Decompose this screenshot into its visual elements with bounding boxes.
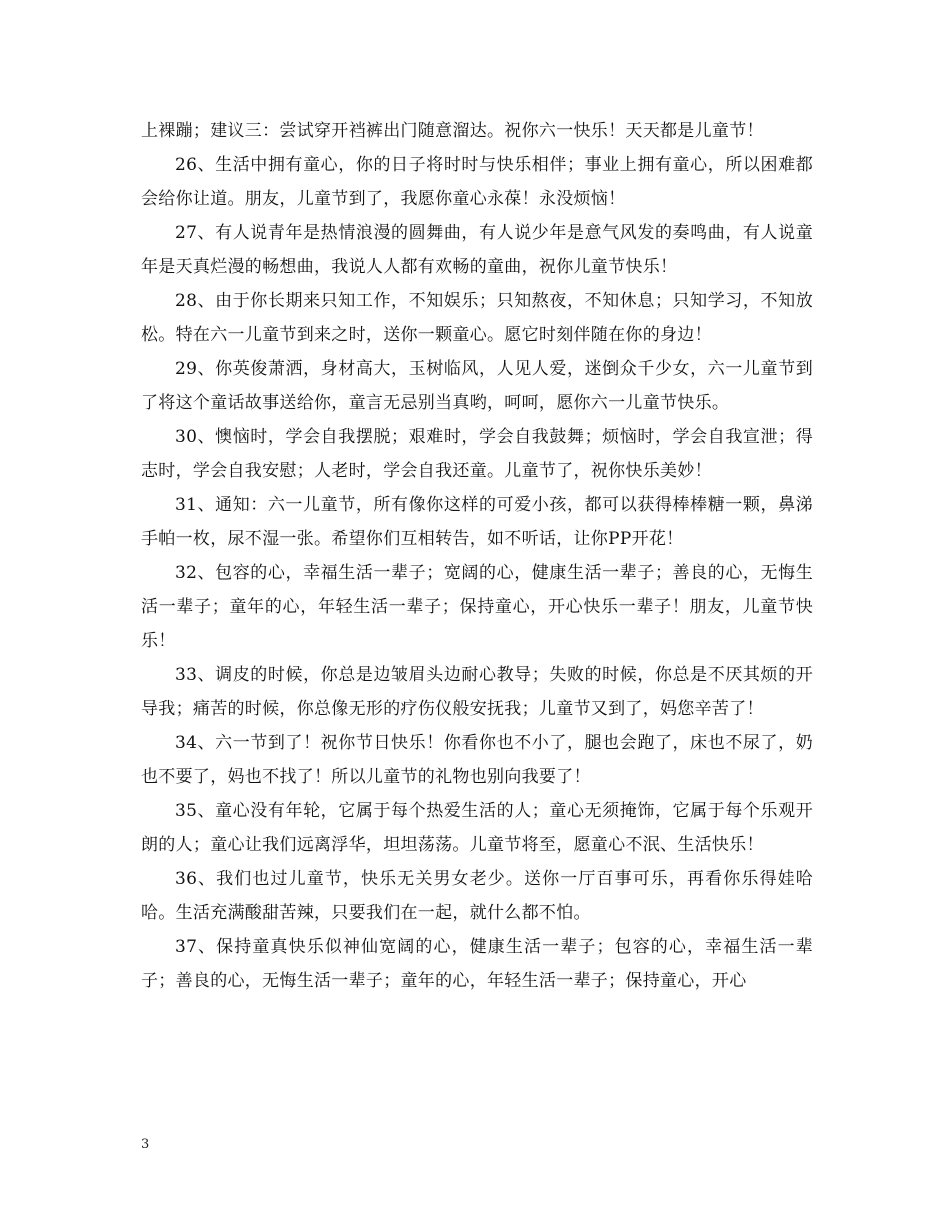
paragraph-34: 34、六一节到了！祝你节日快乐！你看你也不小了，腿也会跑了，床也不尿了，奶也不要了，妈也不找了！所以儿童节的礼物也别向我要了！ <box>141 733 813 787</box>
paragraph-30: 30、懊恼时，学会自我摆脱；艰难时，学会自我鼓舞；烦恼时，学会自我宣泄；得志时，学会自我安慰；人老时，学会自我还童。儿童节了，祝你快乐美妙！ <box>141 427 813 481</box>
paragraph-35: 35、童心没有年轮，它属于每个热爱生活的人；童心无须掩饰，它属于每个乐观开朗的人；童心让我们远离浮华，坦坦荡荡。儿童节将至，愿童心不泯、生活快乐！ <box>141 801 813 855</box>
paragraph-33: 33、调皮的时候，你总是边皱眉头边耐心教导；失败的时候，你总是不厌其烦的开导我；痛苦的时候，你总像无形的疗伤仪般安抚我；儿童节又到了，妈您辛苦了！ <box>141 665 813 719</box>
paragraph-31: 31、通知：六一儿童节，所有像你这样的可爱小孩，都可以获得棒棒糖一颗，鼻涕手帕一枚，尿不湿一张。希望你们互相转告，如不听话，让你PP开花！ <box>141 495 813 549</box>
paragraph-continuation: 上裸蹦；建议三：尝试穿开裆裤出门随意溜达。祝你六一快乐！天天都是儿童节！ <box>141 121 764 141</box>
paragraph-37: 37、保持童真快乐似神仙宽阔的心，健康生活一辈子；包容的心，幸福生活一辈子；善良的心，无悔生活一辈子；童年的心，年轻生活一辈子；保持童心，开心 <box>141 937 813 991</box>
paragraph-32: 32、包容的心，幸福生活一辈子；宽阔的心，健康生活一辈子；善良的心，无悔生活一辈子；童年的心，年轻生活一辈子；保持童心，开心快乐一辈子！朋友，儿童节快乐！ <box>141 563 813 651</box>
paragraph-36: 36、我们也过儿童节，快乐无关男女老少。送你一厅百事可乐，再看你乐得娃哈哈。生活充满酸甜苦辣，只要我们在一起，就什么都不怕。 <box>141 869 813 923</box>
paragraph-28: 28、由于你长期来只知工作，不知娱乐；只知熬夜，不知休息；只知学习，不知放松。特在六一儿童节到来之时，送你一颗童心。愿它时刻伴随在你的身边！ <box>141 291 813 345</box>
page-number: 3 <box>141 1137 150 1152</box>
paragraph-27: 27、有人说青年是热情浪漫的圆舞曲，有人说少年是意气风发的奏鸣曲，有人说童年是天真烂漫的畅想曲，我说人人都有欢畅的童曲，祝你儿童节快乐！ <box>141 223 813 277</box>
document-body <box>141 114 813 998</box>
paragraph-26: 26、生活中拥有童心，你的日子将时时与快乐相伴；事业上拥有童心，所以困难都会给你让道。朋友，儿童节到了，我愿你童心永葆！永没烦恼！ <box>141 155 813 209</box>
paragraph-29: 29、你英俊萧洒，身材高大，玉树临风，人见人爱，迷倒众千少女，六一儿童节到了将这个童话故事送给你，童言无忌别当真哟，呵呵，愿你六一儿童节快乐。 <box>141 359 813 413</box>
